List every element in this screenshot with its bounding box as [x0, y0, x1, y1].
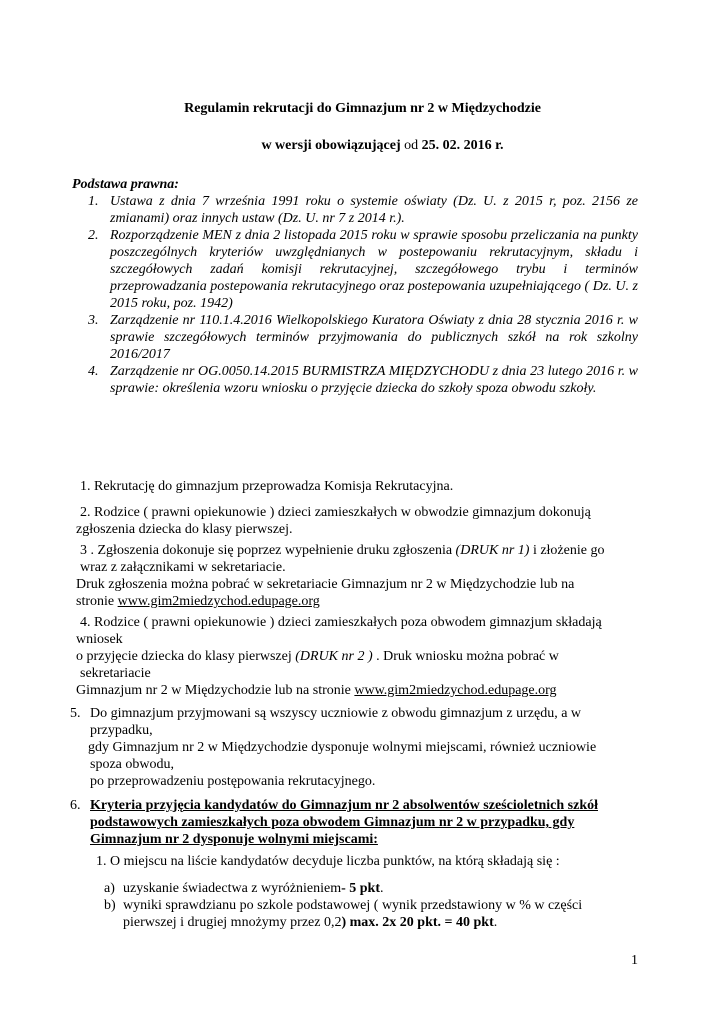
criterion-b-text: pierwszej i drugiej mnożymy przez 0,2 [123, 915, 342, 930]
criterion-b-letter: b) [104, 898, 116, 913]
version-line [20, 137, 725, 154]
paragraph-4-line-1: 4. Rodzice ( prawni opiekunowie ) dzieci zamieszkałych poza obwodem gimnazjum składają [80, 615, 602, 630]
paragraph-6-line-2: podstawowych zamieszkałych poza obwodem Gimnazjum nr 2 w przypadku, gdy [90, 815, 575, 830]
paragraph-6-number: 6. [70, 798, 81, 813]
paragraph-4-text: o przyjęcie dziecka do klasy pierwszej [76, 649, 296, 664]
criterion-b [123, 897, 643, 931]
criterion-b-points: ) max. 2x 20 pkt. = 40 pkt [341, 915, 494, 930]
criterion-b-line-1: wyniki sprawdzianu po szkole podstawowej ( wynik przedstawiony w % w części [123, 898, 583, 913]
paragraph-3-line-1 [80, 542, 604, 559]
version-date: 25. 02. 2016 r. [421, 138, 504, 153]
legal-basis-number: 1. [88, 194, 99, 209]
version-prefix: w wersji obowiązującej [261, 138, 401, 153]
paragraph-5-line-2: przypadku, [90, 723, 153, 738]
paragraph-4-text-2: Gimnazjum nr 2 w Międzychodzie lub na stronie [76, 683, 355, 698]
criterion-a-points: - 5 pkt [341, 881, 380, 896]
paragraph-5 [90, 705, 650, 790]
paragraph-3-text: 3 . Zgłoszenia dokonuje się poprzez wypełnienie druku zgłoszenia [80, 543, 456, 558]
criterion-b-line-2 [123, 914, 643, 931]
legal-basis-item [88, 363, 638, 397]
paragraph-5-line-4: spoza obwodu, [90, 757, 174, 772]
paragraph-6-heading [90, 797, 650, 848]
criteria-intro: 1. O miejscu na liście kandydatów decyduje liczba punktów, na którą składają się : [96, 854, 560, 869]
legal-basis-list [88, 193, 638, 397]
paragraph-5-number: 5. [70, 706, 81, 721]
paragraph-5-line-1: Do gimnazjum przyjmowani są wszyscy uczniowie z obwodu gimnazjum z urzędu, a w [90, 706, 582, 721]
paragraph-4-text-end: . Druk wniosku można pobrać w [372, 649, 559, 664]
paragraph-3-text-end: i złożenie go [529, 543, 605, 558]
paragraph-4-line-5 [76, 682, 557, 699]
criterion-a-text: uzyskanie świadectwa z wyróżnieniem [123, 881, 342, 896]
page-title: Regulamin rekrutacji do Gimnazjum nr 2 w Międzychodzie [184, 101, 541, 116]
criterion-b-end: . [493, 915, 498, 930]
paragraph-2-line-2: zgłoszenia dziecka do klasy pierwszej. [76, 522, 293, 537]
paragraph-3-line-2: wraz z załącznikami w sekretariacie. [80, 560, 286, 575]
paragraph-4-line-3 [76, 648, 559, 665]
paragraph-5-line-5: po przeprowadzeniu postępowania rekrutacyjnego. [90, 774, 376, 789]
paragraph-6-line-1: Kryteria przyjęcia kandydatów do Gimnazjum nr 2 absolwentów sześcioletnich szkół [90, 798, 598, 813]
legal-basis-number: 4. [88, 364, 99, 379]
paragraph-2-line-1: 2. Rodzice ( prawni opiekunowie ) dzieci zamieszkałych w obwodzie gimnazjum dokonują [80, 505, 591, 520]
paragraph-3-stronie: stronie [76, 594, 118, 609]
legal-basis-heading: Podstawa prawna: [72, 177, 179, 192]
legal-basis-text: Rozporządzenie MEN z dnia 2 listopada 2015 roku w sprawie sposobu przeliczania na punkty poszczególnych kryteriów uwzględnianych w postepowaniu rekrutacyjnym, składu i szczegółowych zadań komisji rekrutacyjnej, szczegółowego trybu i terminów przeprowadzania postepowania rekrutacyjnego oraz postepowania uzupełniającego ( Dz. U. z 2015 roku, poz. 1942) [110, 228, 638, 311]
paragraph-3-line-4 [76, 593, 320, 610]
druk-1-reference: (DRUK nr 1) [455, 543, 530, 558]
version-from: od [404, 138, 419, 153]
legal-basis-number: 2. [88, 228, 99, 243]
druk-2-reference: (DRUK nr 2 ) [295, 649, 373, 664]
paragraph-3-line-3: Druk zgłoszenia można pobrać w sekretariacie Gimnazjum nr 2 w Międzychodzie lub na [76, 577, 575, 592]
paragraph-5-line-3: gdy Gimnazjum nr 2 w Międzychodzie dysponuje wolnymi miejscami, również uczniowie [88, 740, 597, 755]
legal-basis-text: Zarządzenie nr OG.0050.14.2015 BURMISTRZA MIĘDZYCHODU z dnia 23 lutego 2016 r. w sprawie: określenia wzoru wniosku o przyjęcie dziecka do szkoły spoza obwodu szkoły. [110, 364, 638, 396]
legal-basis-item [88, 312, 638, 363]
paragraph-4-line-2: wniosek [76, 632, 123, 647]
paragraph-4-line-4: sekretariacie [80, 666, 151, 681]
page-number: 1 [631, 953, 638, 968]
paragraph-1: 1. Rekrutację do gimnazjum przeprowadza Komisja Rekrutacyjna. [80, 479, 454, 494]
criterion-a-end: . [380, 881, 384, 896]
legal-basis-item [88, 227, 638, 312]
legal-basis-text: Ustawa z dnia 7 września 1991 roku o systemie oświaty (Dz. U. z 2015 r, poz. 2156 ze zmianami) oraz innych ustaw (Dz. U. nr 7 z 2014 r.). [110, 194, 638, 226]
paragraph-6-line-3: Gimnazjum nr 2 dysponuje wolnymi miejscami: [90, 832, 378, 847]
criterion-a [123, 880, 384, 897]
school-website-link[interactable]: www.gim2miedzychod.edupage.org [117, 594, 320, 609]
legal-basis-text: Zarządzenie nr 110.1.4.2016 Wielkopolskiego Kuratora Oświaty z dnia 28 stycznia 2016 r. w sprawie szczegółowych terminów przyjmowania do publicznych szkół na rok szkolny 2016/2017 [110, 313, 638, 362]
legal-basis-item [88, 193, 638, 227]
legal-basis-number: 3. [88, 313, 99, 328]
criterion-a-letter: a) [104, 881, 115, 896]
school-website-link[interactable]: www.gim2miedzychod.edupage.org [354, 683, 557, 698]
